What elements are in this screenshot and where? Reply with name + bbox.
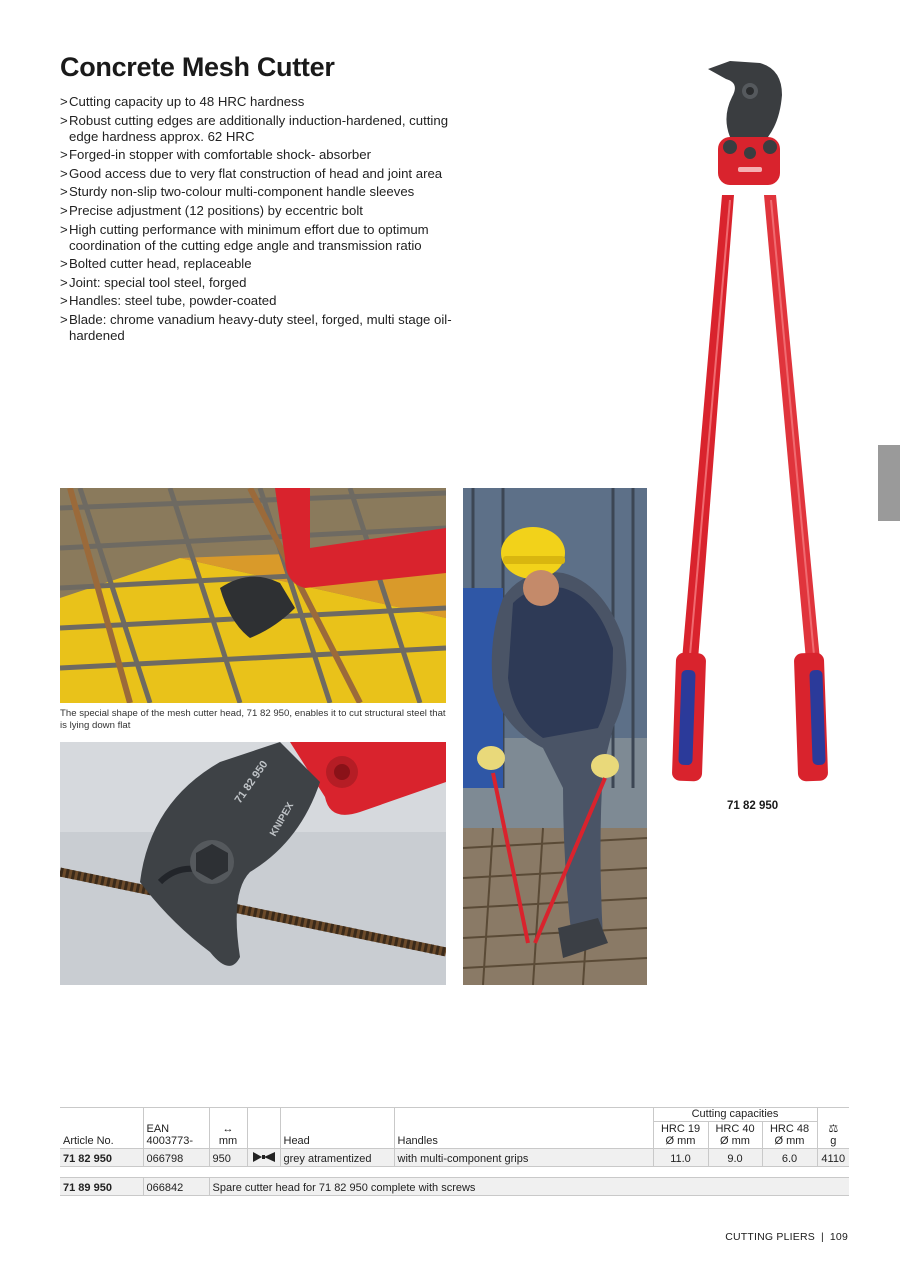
feature-item: > High cutting performance with minimum effort due to optimum coordination of the cutting edge angle and transmission ratio [60,222,460,254]
table-row [60,1149,849,1167]
product-image [660,55,850,795]
col-hrc19-label: HRC 19 [660,1123,701,1135]
cell-ean: 066842 [143,1178,209,1196]
col-hrc40-unit: Ø mm [720,1135,750,1147]
col-hrc48-unit: Ø mm [774,1135,805,1147]
feature-item: > Good access due to very flat construction of head and joint area [60,166,460,182]
page-title: Concrete Mesh Cutter [60,52,335,82]
col-head: Head [280,1108,394,1149]
cell-handles: with multi-component grips [394,1149,653,1167]
col-ean-label: EAN [146,1123,170,1135]
length-icon: ↔ [222,1123,234,1135]
col-length-unit: mm [218,1135,238,1147]
col-hrc48 [762,1122,817,1149]
cell-hrc40: 9.0 [708,1149,762,1167]
brand-engraving: KNIPEX [268,800,297,839]
col-head-shape [247,1108,280,1149]
col-weight [817,1108,849,1149]
col-handles: Handles [394,1108,653,1149]
feature-item: > Handles: steel tube, powder-coated [60,293,460,309]
feature-list [60,94,460,347]
col-weight-unit: g [830,1135,837,1147]
feature-item: > Blade: chrome vanadium heavy-duty steel, forged, multi stage oil-hardened [60,312,460,344]
section-tab [878,445,900,521]
page-number: 109 [829,1231,848,1243]
col-length [209,1108,247,1149]
product-code-label: 71 82 950 [727,800,779,812]
cutter-head-closeup [60,742,446,985]
col-ean [143,1108,209,1149]
col-hrc40 [708,1122,762,1149]
feature-item: > Sturdy non-slip two-colour multi-component handle sleeves [60,184,460,200]
feature-item: > Robust cutting edges are additionally induction-hardened, cutting edge hardness approx. 62 HRC [60,113,460,145]
cell-ean: 066798 [143,1149,209,1167]
footer-separator: | [820,1231,824,1243]
col-hrc19 [653,1122,708,1149]
cell-article: 71 82 950 [60,1149,143,1167]
feature-item: > Forged-in stopper with comfortable shock- absorber [60,147,460,163]
feature-item: > Joint: special tool steel, forged [60,275,460,291]
feature-item: > Precise adjustment (12 positions) by eccentric bolt [60,203,460,219]
cutter-head-shape-icon [253,1152,275,1162]
cell-length: 950 [209,1149,247,1167]
cell-head-shape [247,1149,280,1167]
page-footer [725,1231,848,1243]
model-engraving: 71 82 950 [232,758,271,806]
photo-caption: The special shape of the mesh cutter head, 71 82 950, enables it to cut structural steel that is lying down flat [60,708,446,731]
cell-head: grey atramentized [280,1149,394,1167]
cell-weight: 4110 [817,1149,849,1167]
mesh-cutting-photo [60,488,446,703]
spec-table [60,1107,849,1196]
table-spacer [60,1167,849,1178]
col-hrc40-label: HRC 40 [715,1123,755,1135]
cell-description: Spare cutter head for 71 82 950 complete with screws [209,1178,849,1196]
weight-icon: ⚖ [828,1123,839,1135]
col-hrc19-unit: Ø mm [665,1135,696,1147]
feature-item: > Bolted cutter head, replaceable [60,256,460,272]
col-cutting-capacities: Cutting capacities [653,1108,817,1122]
col-ean-prefix: 4003773- [146,1135,193,1147]
footer-section: CUTTING PLIERS [725,1231,815,1243]
col-hrc48-label: HRC 48 [769,1123,810,1135]
cell-article: 71 89 950 [60,1178,143,1196]
table-header-row [60,1108,849,1122]
feature-item: > Cutting capacity up to 48 HRC hardness [60,94,460,110]
worker-photo [463,488,647,985]
cell-hrc19: 11.0 [653,1149,708,1167]
cell-hrc48: 6.0 [762,1149,817,1167]
col-article: Article No. [63,1135,114,1147]
table-row [60,1178,849,1196]
